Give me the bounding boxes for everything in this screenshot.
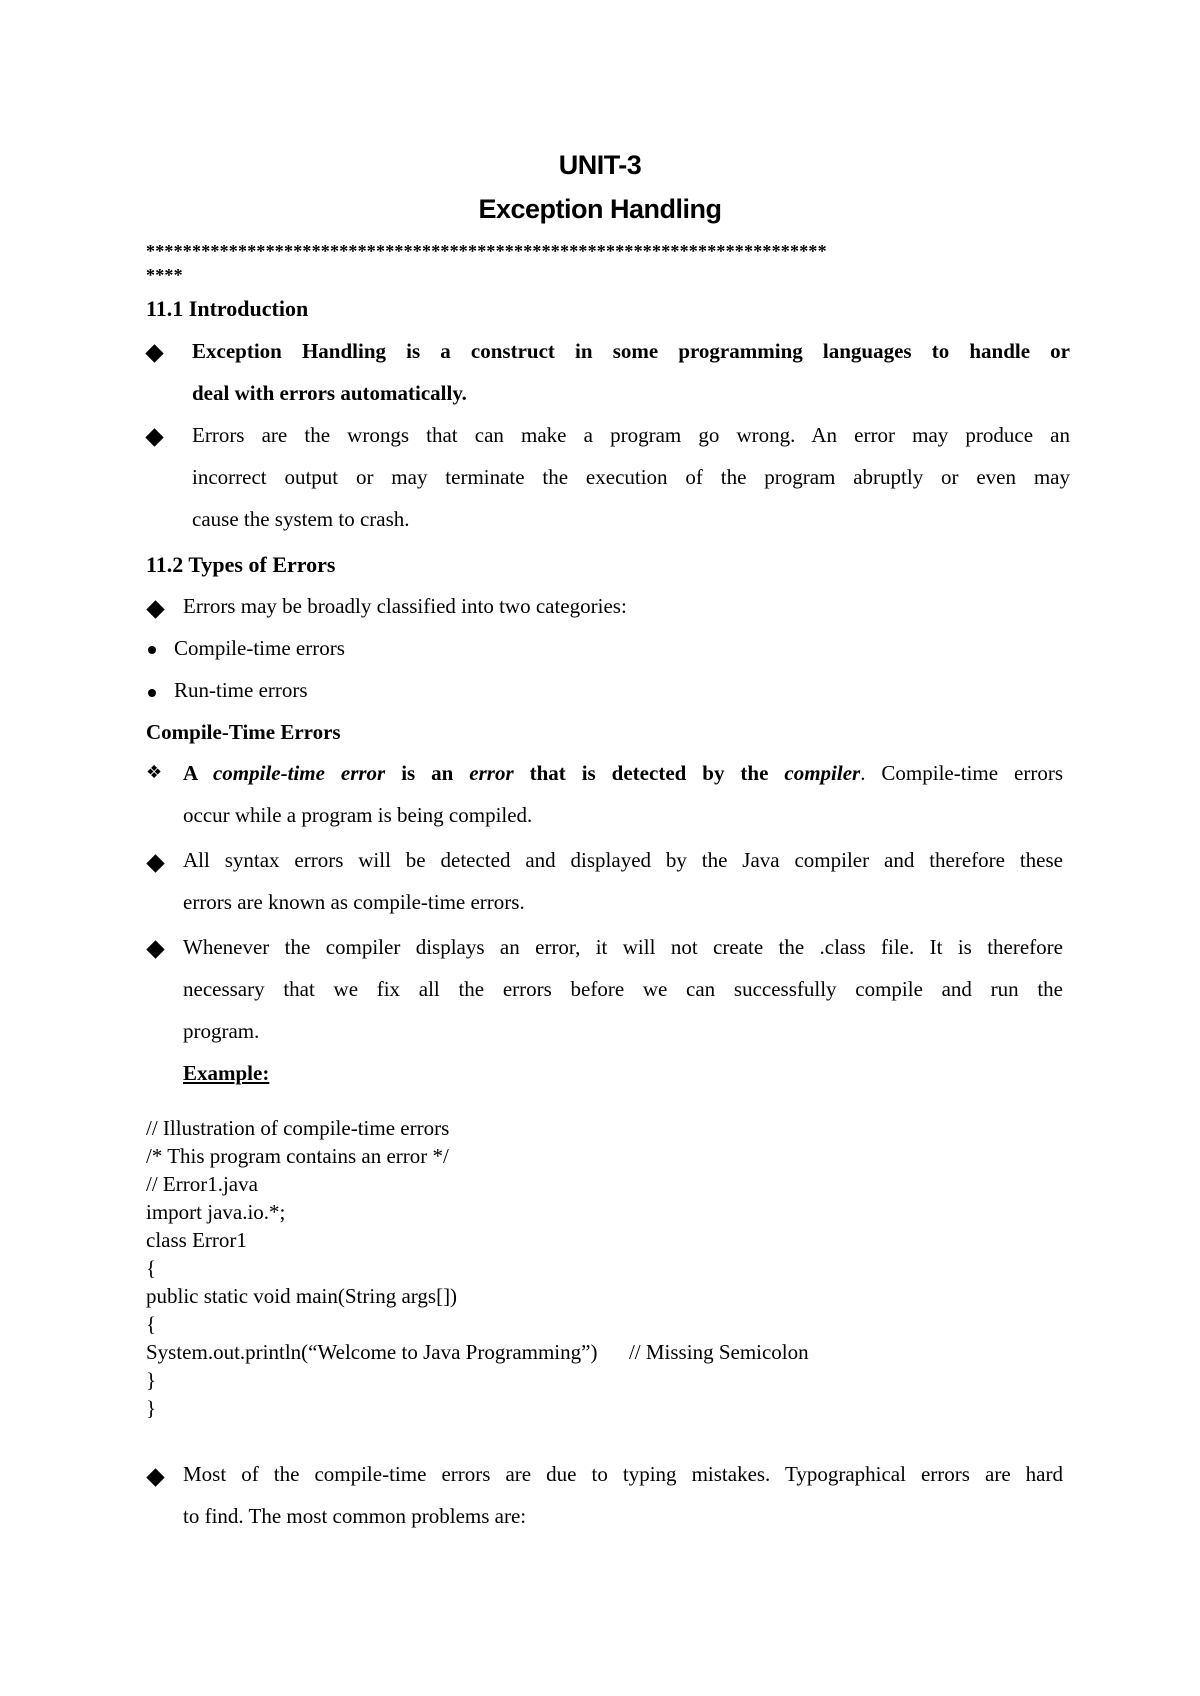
separator-stars (146, 236, 1066, 290)
final-bullet-line2: to find. The most common problems are: (183, 1504, 527, 1528)
code-line: class Error1 (146, 1228, 247, 1252)
compile-bullet3-line2: necessary that we fix all the errors before we can successfully compile and run the (183, 977, 1063, 1001)
code-line: } (146, 1396, 157, 1420)
types-bullet1: Errors may be broadly classified into two categories: (183, 594, 627, 618)
dot-bullet-icon (148, 680, 156, 703)
diamond-bullet-icon (149, 853, 162, 876)
section-heading-types: 11.2 Types of Errors (146, 552, 336, 577)
section-heading-introduction: 11.1 Introduction (146, 296, 309, 321)
code-line: import java.io.*; (146, 1200, 286, 1224)
diamond-bullet-icon (148, 427, 161, 450)
final-bullet-line1: Most of the compile-time errors are due to typing mistakes. Typographical errors are hard (183, 1462, 1063, 1486)
compile-bullet2-line2: errors are known as compile-time errors. (183, 890, 525, 914)
example-label: Example: (183, 1061, 270, 1085)
subheading-compile-time: Compile-Time Errors (146, 720, 341, 744)
intro-bullet1-line2: deal with errors automatically. (192, 381, 467, 405)
code-line: System.out.println(“Welcome to Java Programming”) // Missing Semicolon (146, 1340, 809, 1364)
types-item-run-time: Run-time errors (174, 678, 308, 702)
diamond-bullet-icon (149, 599, 162, 622)
stars-line-2: **** (146, 265, 183, 285)
compile-bullet2-line1: All syntax errors will be detected and displayed by the Java compiler and therefore these (183, 848, 1063, 872)
diamond-bullet-icon (149, 1467, 162, 1490)
page-title: Exception Handling (478, 194, 722, 224)
compile-bullet3-line3: program. (183, 1019, 260, 1043)
code-line: /* This program contains an error */ (146, 1144, 449, 1168)
compile-bullet3-line1: Whenever the compiler displays an error, it will not create the .class file. It is therefore (183, 935, 1063, 959)
code-block (146, 1114, 809, 1422)
compile-bullet1-line1: A compile-time error is an error that is detected by the compiler. Compile-time errors (183, 761, 1063, 785)
intro-bullet2-line1: Errors are the wrongs that can make a program go wrong. An error may produce an (192, 423, 1070, 447)
code-line: { (146, 1312, 157, 1336)
compile-bullet1-line2: occur while a program is being compiled. (183, 803, 533, 827)
intro-bullet2-line3: cause the system to crash. (192, 507, 410, 531)
unit-title: UNIT-3 (558, 150, 642, 180)
diamond-bullet-icon (148, 343, 161, 366)
types-item-compile-time: Compile-time errors (174, 636, 345, 660)
intro-bullet2-line2: incorrect output or may terminate the execution of the program abruptly or even may (192, 465, 1070, 489)
code-line: { (146, 1256, 157, 1280)
diamond-bullet-icon (149, 939, 162, 962)
hollow-diamond-bullet-icon: ❖ (146, 762, 163, 783)
code-line: // Error1.java (146, 1172, 258, 1196)
code-line: } (146, 1368, 157, 1392)
intro-bullet1-line1: Exception Handling is a construct in some programming languages to handle or (192, 339, 1070, 363)
stars-line-1: ************************************************************************** (146, 241, 827, 261)
code-line: public static void main(String args[]) (146, 1284, 458, 1308)
dot-bullet-icon (148, 637, 156, 660)
code-line: // Illustration of compile-time errors (146, 1116, 450, 1140)
